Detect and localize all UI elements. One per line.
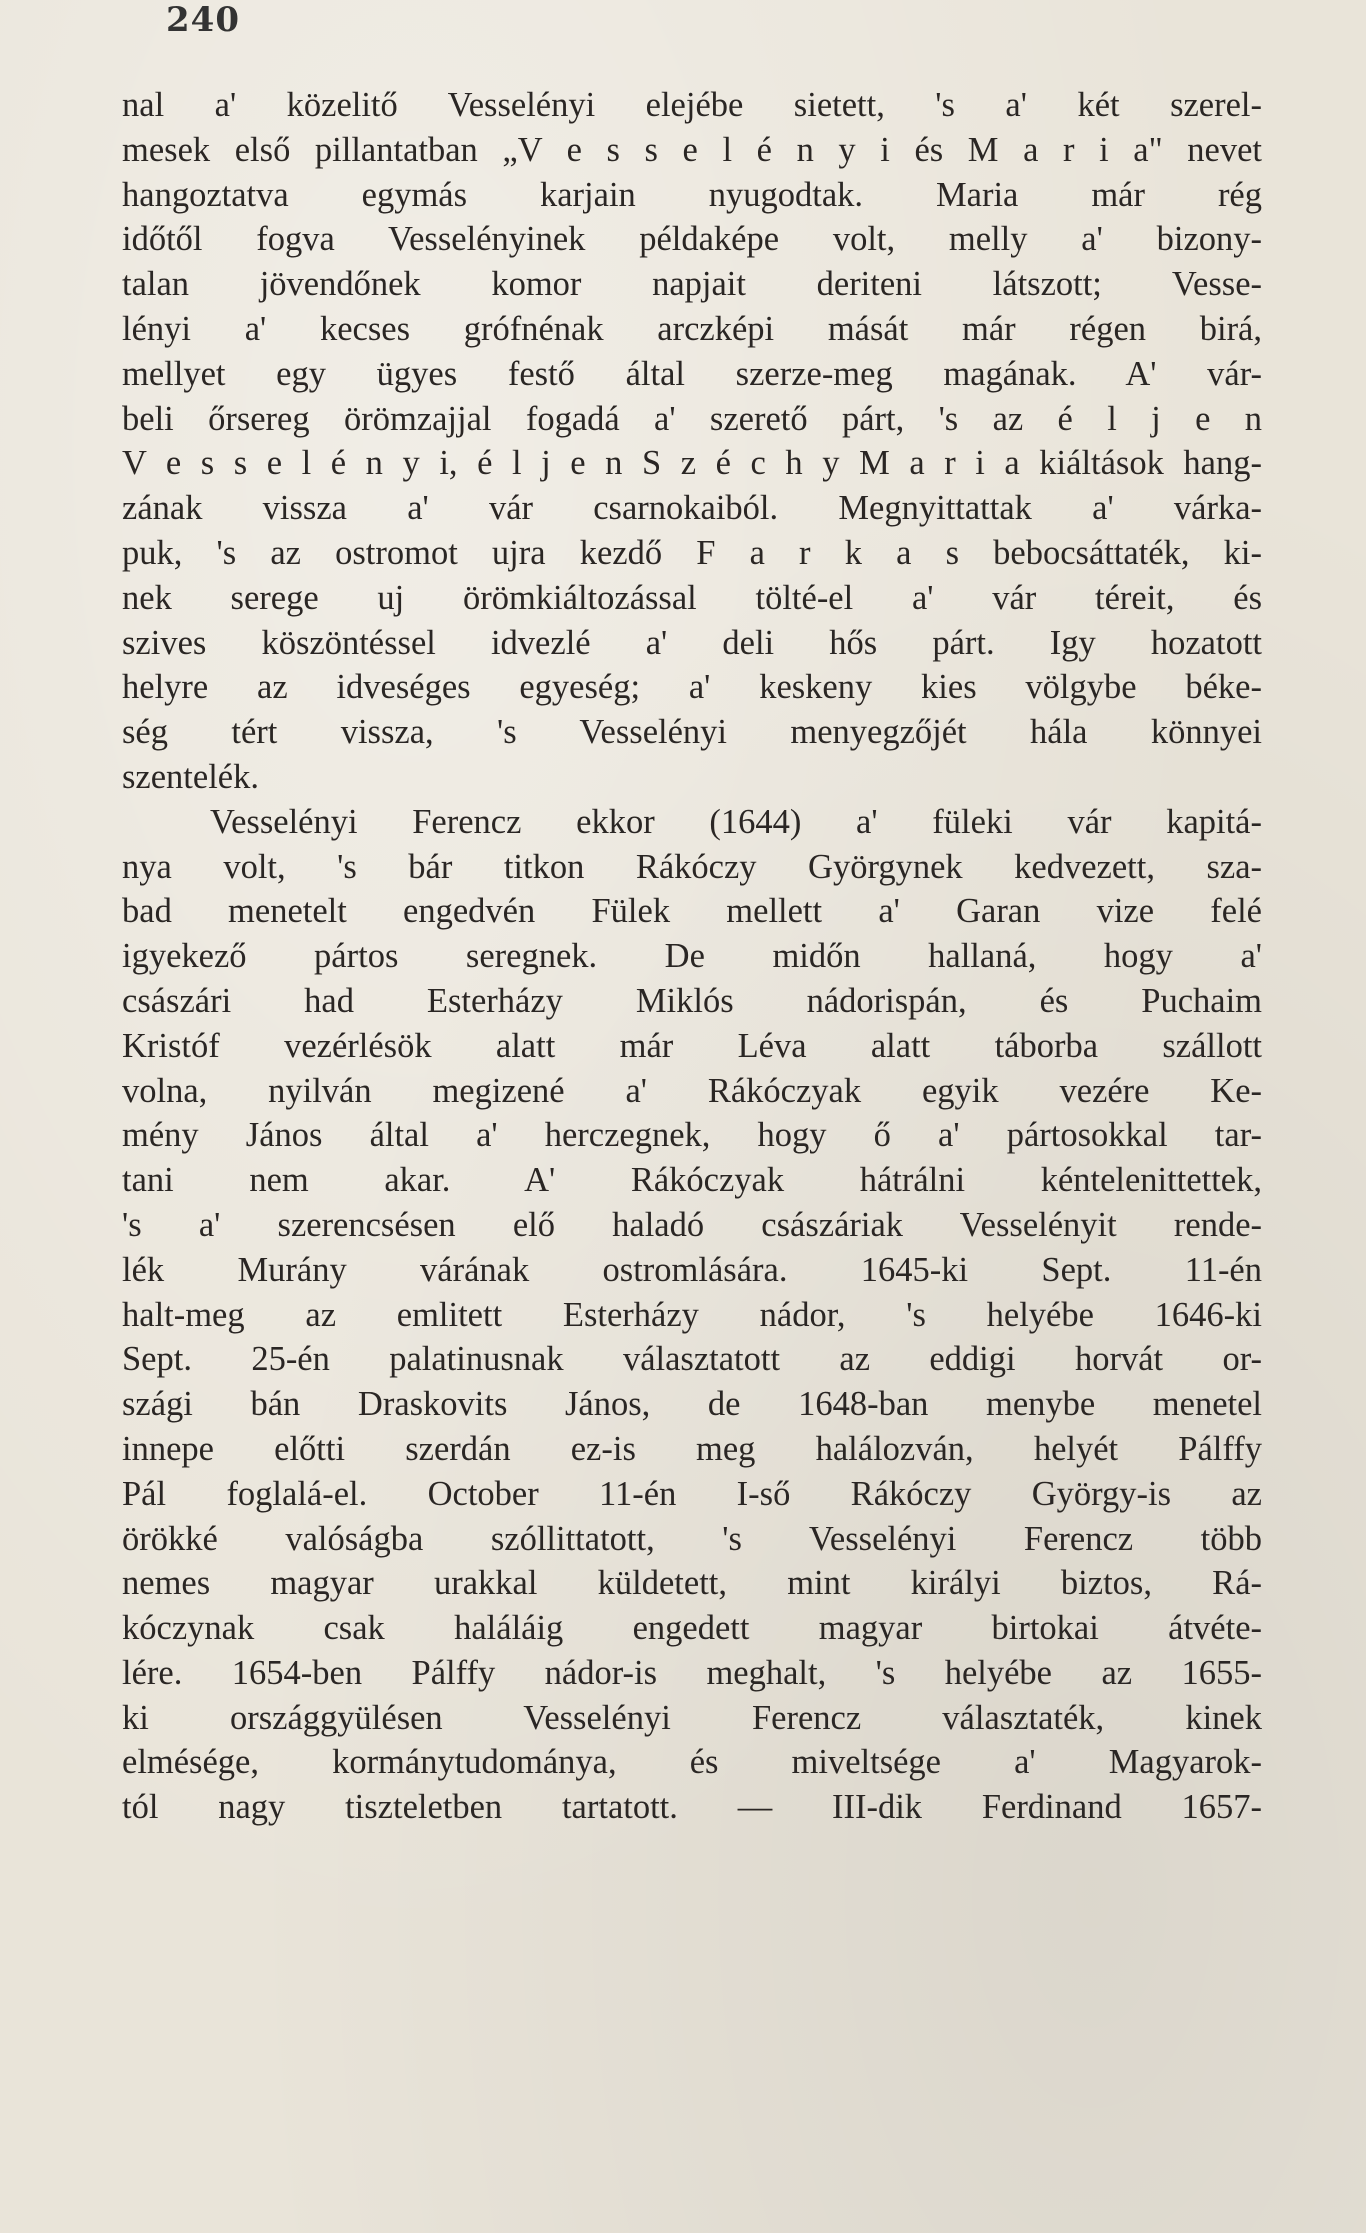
text-line: lényi a' kecses grófnénak arczképi mását már régen birá,: [122, 309, 1262, 348]
text-line: tani nem akar. A' Rákóczyak hátrálni kéntelenittettek,: [122, 1161, 1262, 1200]
text-line: bad menetelt engedvén Fülek mellett a' Garan vize felé: [122, 892, 1262, 931]
text-line: zának vissza a' vár csarnokaiból. Megnyittattak a' várka-: [122, 489, 1262, 528]
text-line: időtől fogva Vesselényinek példaképe volt, melly a' bizony-: [122, 220, 1262, 259]
text-line: tól nagy tiszteletben tartatott. — III-dik Ferdinand 1657-: [122, 1788, 1262, 1827]
text-line: volna, nyilván megizené a' Rákóczyak egyik vezére Ke-: [122, 1071, 1262, 1110]
text-line: nemes magyar urakkal küldetett, mint királyi biztos, Rá-: [122, 1564, 1262, 1603]
text-line: szentelék.: [122, 757, 259, 796]
text-line: beli őrsereg örömzajjal fogadá a' szerető párt, 's az é l j e n: [122, 399, 1262, 438]
text-line: igyekező pártos seregnek. De midőn hallaná, hogy a': [122, 937, 1262, 976]
text-line: szági bán Draskovits János, de 1648-ban menybe menetel: [122, 1385, 1262, 1424]
text-line: örökké valóságba szóllittatott, 's Vesselényi Ferencz több: [122, 1519, 1262, 1558]
text-line: mény János által a' herczegnek, hogy ő a' pártosokkal tar-: [122, 1116, 1262, 1155]
text-line: V e s s e l é n y i, é l j e n S z é c h y M a r i a kiáltások hang-: [122, 444, 1262, 483]
body-text: [122, 83, 1262, 1830]
text-line: puk, 's az ostromot ujra kezdő F a r k a s bebocsáttaték, ki-: [122, 533, 1262, 572]
text-line: mellyet egy ügyes festő által szerze-meg magának. A' vár-: [122, 354, 1262, 393]
text-line: nal a' közelitő Vesselényi elejébe sietett, 's a' két szerel-: [122, 86, 1262, 124]
text-line: halt-meg az emlitett Esterházy nádor, 's helyébe 1646-ki: [122, 1295, 1262, 1334]
text-line: innepe előtti szerdán ez-is meg halálozván, helyét Pálffy: [122, 1429, 1262, 1468]
text-line: hangoztatva egymás karjain nyugodtak. Maria már rég: [122, 175, 1262, 214]
text-line: Sept. 25-én palatinusnak választatott az eddigi horvát or-: [122, 1340, 1262, 1379]
text-line: szives köszöntéssel idvezlé a' deli hős párt. Igy hozatott: [122, 623, 1262, 662]
text-line: Kristóf vezérlésök alatt már Léva alatt táborba szállott: [122, 1026, 1262, 1065]
paragraph-start-line: Vesselényi Ferencz ekkor (1644) a' füleki vár kapitá-: [210, 802, 1262, 841]
text-line: lék Murány várának ostromlására. 1645-ki Sept. 11-én: [122, 1250, 1262, 1289]
page-number: 240: [166, 0, 240, 40]
text-line: császári had Esterházy Miklós nádorispán, és Puchaim: [122, 981, 1262, 1020]
text-line: kóczynak csak haláláig engedett magyar birtokai átvéte-: [122, 1609, 1262, 1648]
text-line: lére. 1654-ben Pálffy nádor-is meghalt, 's helyébe az 1655-: [122, 1653, 1262, 1692]
text-line: helyre az idveséges egyeség; a' keskeny kies völgybe béke-: [122, 668, 1262, 707]
text-line: Pál foglalá-el. October 11-én I-ső Rákóczy György-is az: [122, 1474, 1262, 1513]
text-line: mesek első pillantatban „V e s s e l é n y i és M a r i a" nevet: [122, 130, 1262, 169]
text-line: nya volt, 's bár titkon Rákóczy Györgynek kedvezett, sza-: [122, 847, 1262, 886]
text-line: ki országgyülésen Vesselényi Ferencz választaték, kinek: [122, 1698, 1262, 1737]
text-line: elmésége, kormánytudománya, és miveltsége a' Magyarok-: [122, 1743, 1262, 1782]
text-line: talan jövendőnek komor napjait deriteni látszott; Vesse-: [122, 265, 1262, 304]
text-line: nek serege uj örömkiáltozással tölté-el a' vár téreit, és: [122, 578, 1262, 617]
text-line: ség tért vissza, 's Vesselényi menyegzőjét hála könnyei: [122, 713, 1262, 752]
text-line: 's a' szerencsésen elő haladó császáriak Vesselényit rende-: [122, 1205, 1262, 1244]
